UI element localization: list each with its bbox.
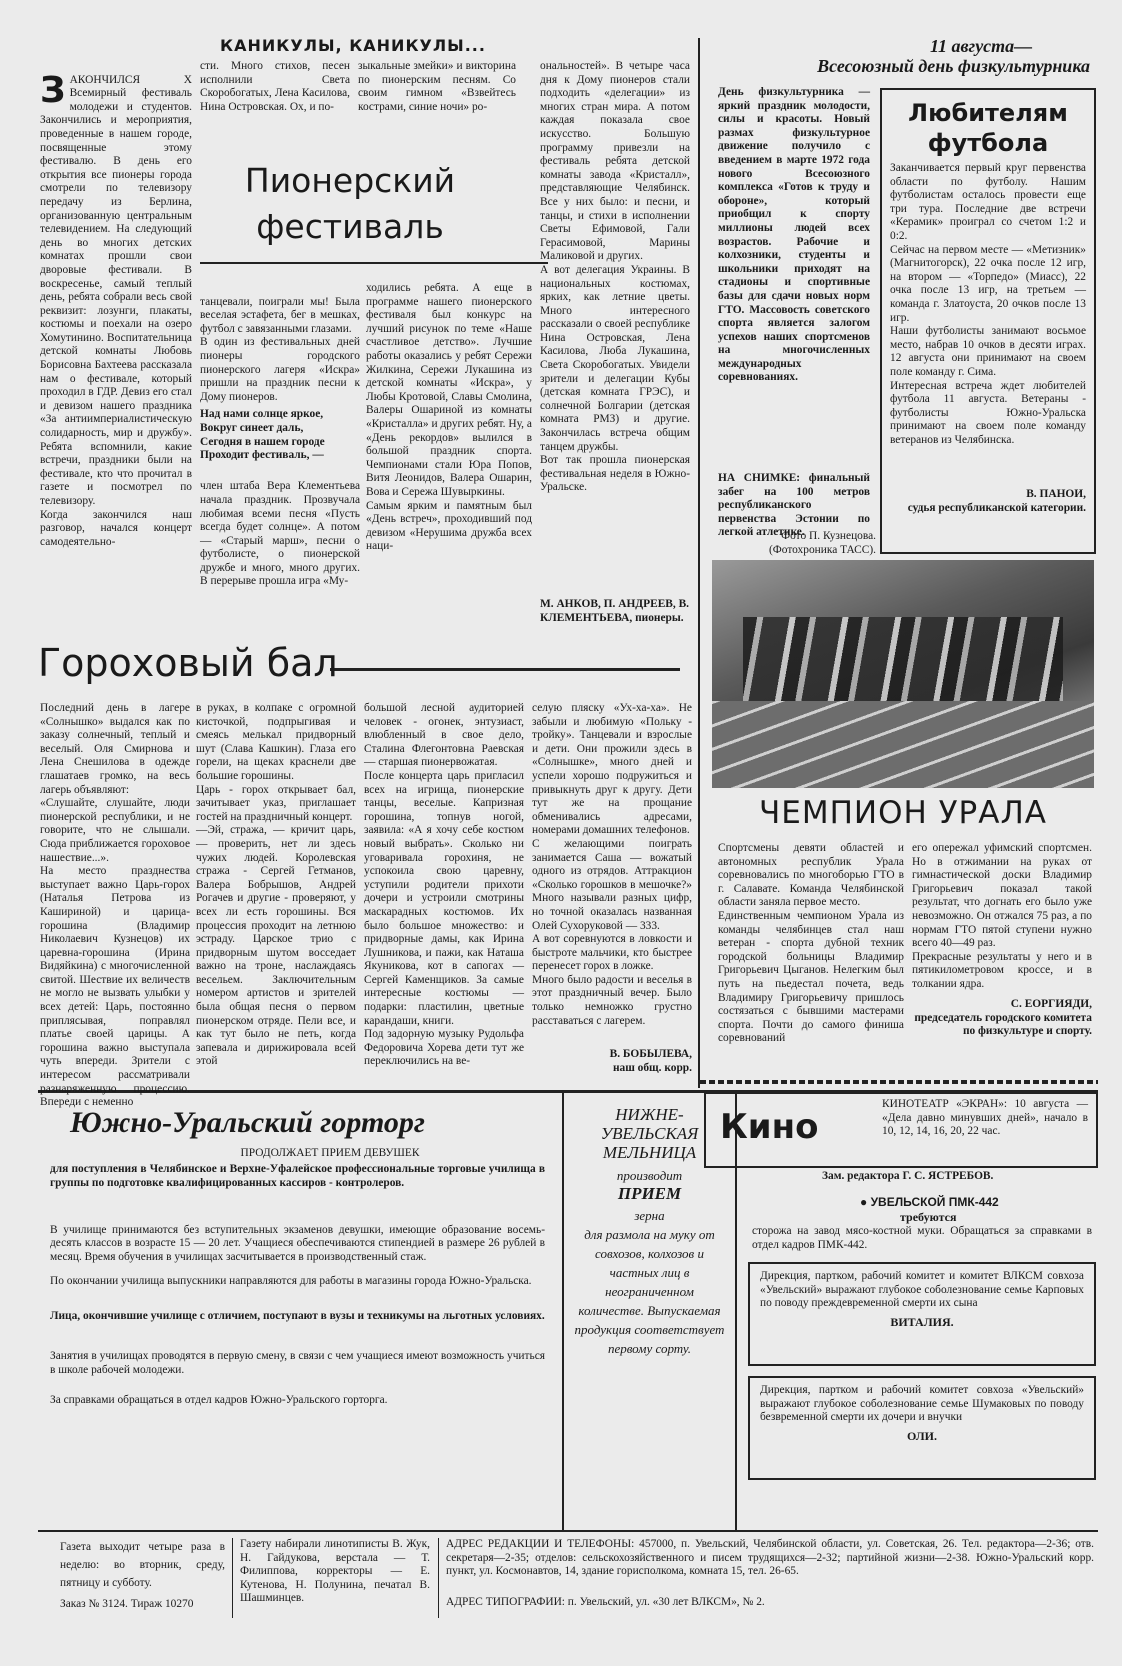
football-box xyxy=(880,88,1096,554)
kanikuly-col1 xyxy=(40,60,192,630)
gortorg-p1: для поступления в Челябинское и Верхне-Уфалейское профессиональные торговые училища в группы по подготовке квалифицированных кассиров - контролеров. xyxy=(50,1163,545,1189)
peas-ball-title: Гороховый бал xyxy=(38,641,338,685)
rule-under-pioneer-title xyxy=(200,262,548,264)
pmk-t2: сторожа на завод мясо-костной муки. Обращаться за справками в отдел кадров ПМК-442. xyxy=(752,1225,1092,1251)
football-signature: В. ПАНОИ, судья республиканской категории. xyxy=(907,488,1086,514)
photo-credit: Фото П. Кузнецова. (Фотохроника ТАСС). xyxy=(768,530,876,556)
bullet-icon: ● xyxy=(860,1195,871,1209)
gortorg-p2-text: В училище принимаются без вступительных экзаменов девушки, имеющие образование восемь-десять классов в возрасте 15 — 20 лет. Учащиеся обеспечиваются стипендией в размере 26 рублей в месяц. Время обучения в училищах засчитывается в производственный стаж. xyxy=(50,1223,545,1263)
physkult-heading: Всесоюзный день физкультурника xyxy=(817,56,1090,76)
gortorg-subtitle: ПРОДОЛЖАЕТ ПРИЕМ ДЕВУШЕК xyxy=(240,1147,420,1159)
obit2-text: Дирекция, партком и рабочий комитет совхоза «Увельский» выражают глубокое соболезнование семье Шумаковых по поводу безвременной смерти их дочери и внучки xyxy=(760,1384,1084,1424)
mill-title: НИЖНЕ- УВЕЛЬСКАЯ МЕЛЬНИЦА xyxy=(600,1105,699,1162)
mill-t1: производит xyxy=(616,1168,683,1183)
football-text: Заканчивается первый круг первенства области по футболу. Нашим футболистам осталось провести еще три тура. Последние две встречи «Керамик» проиграл со счетом 1:2 и 0:2. Сейчас на первом месте — «Метизник» (Магнитогорск), 22 очка после 12 игр, на втором — «Торпедо» (Миасс), 22 очка после 13 игр, на третьем — команда г. Златоуста, 20 очков после 13 игр. Наши футболисты занимают восьмое место, набрав 10 очков в десяти играх. 12 августа они принимают на своем поле команду г. Сима. Интересная встреча ждет любителей футбола 11 августа. Ветераны - футболисты Южно-Уральска принимают на своем поле команду ветеранов из Челябинска. xyxy=(890,162,1086,446)
kino-box xyxy=(704,1092,1098,1168)
kanikuly-signature: М. АНКОВ, П. АНДРЕЕВ, В. КЛЕМЕНТЬЕВА, пионеры. xyxy=(540,598,690,624)
drop-cap: З xyxy=(40,69,66,111)
rule-above-footer xyxy=(38,1530,1098,1532)
peas-ball-col3: большой лесной аудиторией человек - огонек, энтузиаст, влюбленный в свое дело, Сталина Флегонтовна Раевская — старшая пионервожатая. После концерта царь пригласил всех на игрища, пионерские танцы, веселые. Капризная горошина, топнув ногой, заявила: «А я хочу себе костюм новый выбрать». Сколько ни уговаривала горохиня, не успокоила свою царевну, уступили родители прихоти дочери и устроили смотрины маскарадных костюмов. Их было большое множество: и придворные дамы, как Ирина Лушникова, и пажи, как Наташа Якуникова, кот в сапогах — Сергей Каменщиков. За самые интересные костюмы — подарки: пластилин, цветные карандаши, книги. Под задорную музыку Рудольфа Федоровича Хорева дети тут же переключились на ве- xyxy=(364,702,524,1068)
footer-schedule: Газета выходит четыре раза в неделю: во вторник, среду, пятницу и субботу. xyxy=(60,1541,225,1589)
photo-caption: НА СНИМКЕ: финальный забег на 100 метров республиканского первенства Эстонии по легкой атлетике. xyxy=(718,472,870,539)
kanikuly-col2: сти. Много стихов, песен исполнили Света Скоробогатых, Лена Касилова, Нина Островская. Ох, и по- xyxy=(200,60,350,113)
footer-divider-2 xyxy=(438,1538,439,1618)
champion-col2: его опережал уфимский спортсмен. Но в отжимании на руках от гимнастической доски Владимир Григорьевич показал такой результат, что догнать его было уже невозможно. Он отжался 75 раз, а по нормам ГТО пятой ступени нужно всего 40—49 раз. Прекрасные результаты у него и в пятикилометровом кроссе, и в толкании ядра. xyxy=(912,842,1092,990)
football-title: Любителям футбола xyxy=(908,99,1068,157)
kanikuly-col4: ональностей». В четыре часа дня к Дому пионеров стали подходить «делегации» из многих стран мира. А потом каждая показала свое искусство. Большую программу привезли на фестиваль ребята детской комнаты завода «Кристалл», представляющие Челябинск. Все у них было: и песни, и танцы, и стихи в исполнении Светы Ефимовой, Гали Герасимовой, Марины Маликовой и других. А вот делегация Украины. В национальных костюмах, ярких, как летние цветы. Много интересного рассказали о своей республике Нина Островская, Лена Касилова, Люба Лукашина, Света Скоробогатых. Увидели зрители и делегации Кубы (детская комната ГРЭС), и солнечной Болгарии (детская комната РМЗ) и другие. Закончилась встреча общим танцем дружбы. Вот так прошла пионерская фестивальная неделя в Южно-Уральске. xyxy=(540,60,690,494)
obit1-text: Дирекция, партком, рабочий комитет и комитет ВЛКСМ совхоза «Увельский» выражают глубокое соболезнование семье Карповых по поводу преждевременной смерти их сына xyxy=(760,1270,1084,1310)
deputy-editor: Зам. редактора Г. С. ЯСТРЕБОВ. xyxy=(822,1170,994,1182)
pioneer-col2 xyxy=(200,282,360,637)
obit2-name: ОЛИ. xyxy=(906,1428,937,1443)
peas-ball-col1: Последний день в лагере «Солнышко» выдался как по заказу солнечный, теплый и веселый. Оля Смирнова и Лена Снешилова в одежде глашатаев громко, на весь лагерь объявляют: «Слушайте, слушайте, люди пионерской республики, и не говорите, что не слышали. Сюда приближается гороховое нашествие...». На место празднества выступает важно Царь-горох (Наталья Петрова из Кашириной) и царица-горошина (Владимир Николаевич Кузнецов) их царевна-горошина (Ирина Видяйкина) с многочисленной свитой. Шествие их величеств не могло не вызвать улыбки у всех детей: Царь, постоянно приплясывая, поправлял платье своей царицы. А горошина важно выступала чуть впереди. Зрители с интересом рассматривали разнаряженную процессию. Впереди с неменно xyxy=(40,702,190,1109)
pioneer-col2-text: танцевали, поиграли мы! Была веселая эстафета, бег в мешках, футбол с завязанными глазами. В один из фестивальных дней пионеры городского пионерского лагеря «Искра» пришли на праздник песни к Дому пионеров. xyxy=(200,295,360,403)
footer-divider-1 xyxy=(232,1538,233,1618)
footer-typography: АДРЕС ТИПОГРАФИИ: п. Увельский, ул. «30 лет ВЛКСМ», № 2. xyxy=(446,1596,765,1608)
sprint-photo xyxy=(712,560,1094,788)
footer-address: АДРЕС РЕДАКЦИИ И ТЕЛЕФОНЫ: 457000, п. Увельский, Челябинской области, ул. Советская, 26. Тел. редактора—2-36; отв. секретаря—2-35; отделов: сельскохозяйственного и писем трудящихся—2-32; партийной жизни—2-38. Южно-Уральский корр. пункт, ул. Космонавтов, 14, здание горисполкома, комната 15, тел. 26-65. xyxy=(446,1538,1094,1578)
physkult-date: 11 августа— xyxy=(930,36,1033,56)
obituary-box-2 xyxy=(748,1376,1096,1480)
kino-label: Кино xyxy=(720,1107,819,1147)
pmk-t1: требуются xyxy=(900,1210,957,1224)
champion-col1: Спортсмены девяти областей и автономных республик Урала соревновались по многоборью ГТО в г. Салавате. Команда Челябинской области заняла первое место. Единственным чемпионом Урала из команды челябинцев стал наш ветеран - спорта дубной техник городской больницы Владимир Григорьевич Цыганов. Нелегким был путь на пьедестал почета, ведь Владимиру Григорьевичу пришлось состязаться с бывшими мастерами спорта. Почти до самого финиша соревнований xyxy=(718,842,904,1045)
peas-ball-col4: селую пляску «Ух-ха-ха». Не забыли и любимую «Польку - тройку». Танцевали и взрослые и дети. Они прожили здесь в «Солнышке», много дней и успели хорошо подружиться и привыкнуть друг к другу. Дети тут же на прощание обменивались адресами, номерами домашних телефонов. С желающими поиграть занимается Саша — вожатый одного из отрядов. Аттракцион «Сколько горошков в мешочке?» Много называли разных цифр, но точной оказалась названная Олей Сухоруковой — 333. А вот соревнуются в ловкости и быстроте мальчики, кто быстрее перенесет горох в ложке. Много было радости и веселья в этот праздничный вечер. Было только немножко грустно расставаться с лагерем. xyxy=(532,702,692,1027)
column-rule-right xyxy=(698,38,700,1088)
kanikuly-col1-text: АКОНЧИЛСЯ X Всемирный фестиваль молодежи и студентов. Закончились и мероприятия, проведенные в нашем городе, посвященные этому фестивалю. В день его открытия все пионеры города смотрели по телевизору передачу из Берлина, организованную центральным телевидением. На следующий день во многих детских комнатах прошли свои дворовые фестивали. В воскресенье, самый теплый день, ребята собрали весь свой реквизит: лозунги, плакаты, костюмы и поехали на озеро Хомутинино. Воспитательница детской комнаты Любовь Борисовна Бахтеева рассказала нам о фестивале, который проходил в ГДР. Девиз его стал и девизом нашего праздника «За антиимпериалистическую солидарность, мир и дружбу». Ребята вспомнили, какие встречи, праздники были на фестивале, кто что прочитал в газете и посмотрел по телевизору. Когда закончился наш разговор, начался концерт самодеятельно- xyxy=(40,73,192,548)
kanikuly-col3: зыкальные змейки» и викторина по пионерским песням. Со своим гимном «Взвейтесь кострами, синие ночи» ро- xyxy=(358,60,516,113)
track-shape xyxy=(712,701,1094,788)
kanikuly-banner: КАНИКУЛЫ, КАНИКУЛЫ... xyxy=(220,36,486,55)
gortorg-p3: По окончании училища выпускники направляются для работы в магазины города Южно-Уральска. xyxy=(50,1275,532,1287)
pmk-title-text: УВЕЛЬСКОЙ ПМК-442 xyxy=(870,1195,999,1209)
festival-song: Над нами солнце яркое, Вокруг синеет даль, Сегодня в нашем городе Проходит фестиваль, — xyxy=(200,408,325,462)
champion-signature: С. ЕОРГИЯДИ, председатель городского комитета по физкультуре и спорту. xyxy=(914,998,1092,1038)
champion-title: ЧЕМПИОН УРАЛА xyxy=(759,795,1047,831)
gortorg-title: Южно-Уральский горторг xyxy=(70,1106,425,1139)
obituary-box-1 xyxy=(748,1262,1096,1366)
footer-typesetters: Газету набирали линотиписты В. Жук, Н. Гайдукова, верстала — Т. Филиппова, корректоры — Е. Кутенова, Н. Полунина, печатал В. Шашминцев. xyxy=(240,1538,430,1605)
gortorg-p5: Занятия в училищах проводятся в первую смену, в связи с чем учащиеся имеют возможность учиться в школе рабочей молодежи. xyxy=(50,1350,545,1376)
peas-ball-col2: в руках, в колпаке с огромной кисточкой, подпрыгивая и смеясь мелькал придворный шут (Слава Кашкин). Глаза его горели, на щеках краснели две большие горошины. Царь - горох открывает бал, зачитывает указ, приглашает гостей на праздничный концерт. —Эй, стража, — кричит царь, — проверить, нет ли здесь чужих людей. Королевская стража - Сергей Гетманов, Валера Бобрышов, Андрей Рогачев и другие - проверяют, у всех ли есть горошины. Вся процессия проходит на летнюю эстраду. Царское трио с придворным шутом восседает важно на троне, наслаждаясь весельем. Заключительным номером артистов и зрителей была общая песня о первом пионерском отряде. Пели все, и как тут было не петь, когда запевала и дирижировала всей этой xyxy=(196,702,356,1068)
gortorg-p2 xyxy=(50,1210,545,1264)
mill-t3: зерна для размола на муку от совхозов, колхозов и частных лиц в неограниченном количестве. Выпускаемая продукция соответствует первому сорту. xyxy=(574,1208,725,1356)
rule-above-kino xyxy=(700,1080,1098,1084)
gortorg-p6: За справками обращаться в отдел кадров Южно-Уральского горторга. xyxy=(50,1394,388,1406)
pmk-title xyxy=(860,1195,1100,1209)
kino-text: КИНОТЕАТР «ЭКРАН»: 10 августа — «Дела давно минувших дней», начало в 10, 12, 14, 16, 20, 22 час. xyxy=(882,1098,1088,1138)
pioneer-col3: ходились ребята. А еще в программе нашего пионерского фестиваля был конкурс на лучший рисунок по теме «Наше счастливое детство». Лучшие работы оказались у ребят Сережи Жилкина, Сережи Лукашина из детской комнаты «Искра», у Любы Кротовой, Славы Смолина, Валеры Ошариной из комнаты «Кристалла» и других ребят. Ну, а «День рекордов» вылился в большой праздник спорта. Чемпионами стали Юра Попов, Витя Леонидов, Валера Ошарин, Вова и Сережа Шувыркины. Самым ярким и памятным был «День встреч», проходивший под девизом «Нерушима дружба всех наци- xyxy=(366,282,532,553)
physkult-text: День физкультурника — яркий праздник молодости, силы и красоты. Новый размах физкультурное движение получило с введением в марте 1972 года нового Всесоюзного комплекса «Готов к труду и обороне», который приобщил к спорту миллионы людей всех возрастов. Рабочие и колхозники, студенты и школьники приходят на стадионы и спортивные базы для сдачи новых норм ГТО. Массовость советского спорта является залогом успехов наших спортсменов на многочисленных международных соревнованиях. xyxy=(718,86,870,384)
footer-order: Заказ № 3124. Тираж 10270 xyxy=(60,1598,194,1610)
gortorg-p4: Лица, окончившие училище с отличием, поступают в вузы и техникумы на льготных условиях. xyxy=(50,1310,545,1322)
pioneer-festival-title: Пионерский фестиваль xyxy=(244,161,456,246)
peas-ball-signature: В. БОБЫЛЕВА, наш общ. корр. xyxy=(609,1048,692,1074)
ads-divider-1 xyxy=(562,1093,564,1530)
obit1-name: ВИТАЛИЯ. xyxy=(890,1314,954,1329)
mill-t2: ПРИЕМ xyxy=(617,1184,682,1203)
pioneer-col2b-text: член штаба Вера Клементьева начала праздник. Прозвучала любимая всеми песня «Пусть всегда будет солнце». А потом — «Старый марш», песни о футболисте, о пионерской дружбе и много, много других. В перерыве прошла игра «Му- xyxy=(200,480,360,588)
rule-peas-ball xyxy=(330,668,680,671)
